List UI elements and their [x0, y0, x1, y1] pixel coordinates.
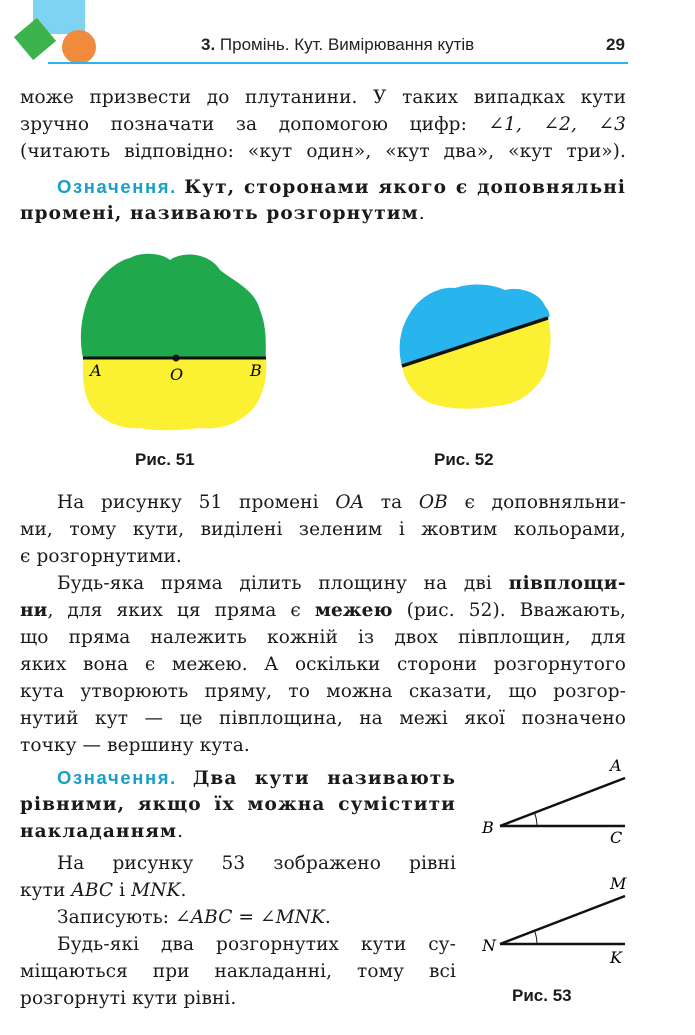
- chapter-number: 3.: [201, 35, 216, 54]
- fig53-label-k: K: [610, 948, 622, 967]
- term-boundary: межею: [314, 600, 393, 621]
- fig51-label-a: A: [90, 361, 102, 380]
- running-header: [201, 35, 474, 55]
- chapter-title: Промінь. Кут. Вимірювання кутів: [219, 35, 475, 54]
- ray-ob: OB: [418, 492, 448, 513]
- para3-line5: кута утворюють пряму, то можна сказати, що розгор-: [20, 681, 626, 702]
- para6-line3: розгорнуті кути рівні.: [20, 988, 237, 1009]
- fig53-angle-abc: [481, 756, 625, 847]
- def1-line1: Означення. Кут, сторонами якого є доповняльні: [57, 176, 626, 198]
- para1-line3: (читають відповідно: «кут один», «кут два», «кут три»).: [20, 141, 626, 162]
- fig51-green-half: [81, 254, 266, 358]
- para4-line1: На рисунку 53 зображено рівні: [57, 853, 456, 874]
- fig53-label-a: A: [610, 756, 622, 775]
- para3-line4: яких вона є межею. А оскільки сторони розгорнутого: [20, 654, 626, 675]
- para1-line2: зручно позначати за допомогою цифр: ∠1, ∠2, ∠3: [20, 114, 627, 135]
- para2-line3: є розгорнутими.: [20, 546, 182, 567]
- para3-line3: що пряма належить кожній із двох півплощин, для: [20, 627, 626, 648]
- logo-orange-circle: [62, 30, 96, 64]
- para3-line2: ни, для яких ця пряма є межею (рис. 52). Вважають,: [20, 600, 627, 621]
- figure-53: [470, 750, 645, 980]
- para6-line2: міщаються при накладанні, тому всі: [20, 961, 456, 982]
- fig51-label-o: O: [170, 365, 184, 384]
- def2-line2: рівними, якщо їх можна сумістити: [20, 794, 456, 815]
- ray-oa: OA: [335, 492, 365, 513]
- para5-line1: Записують: ∠ABC = ∠MNK.: [57, 907, 331, 928]
- fig53-label-n: N: [482, 936, 496, 955]
- fig51-point-O: [173, 355, 180, 362]
- figure-51: [70, 240, 290, 440]
- fig53-label-b: B: [482, 818, 494, 837]
- page-number: 29: [606, 35, 625, 54]
- header-rule: [48, 62, 628, 64]
- def2-line1: Означення. Два кути називають: [57, 767, 456, 789]
- figure-52: [395, 278, 560, 418]
- para2-line2: ми, тому кути, виділені зеленим і жовтим кольорами,: [20, 519, 626, 540]
- para3-line1: Будь-яка пряма ділить площину на дві півплощи-: [57, 573, 627, 594]
- fig51-caption: Рис. 51: [135, 450, 195, 469]
- angle-equality: ∠ABC = ∠MNK: [175, 907, 325, 928]
- fig53-caption: Рис. 53: [512, 986, 572, 1005]
- fig52-caption: Рис. 52: [434, 450, 494, 469]
- angle-1: ∠1,: [488, 114, 522, 135]
- fig53-label-m: M: [610, 874, 627, 893]
- angle-3: ∠3: [598, 114, 627, 135]
- para3-line7: точку — вершину кута.: [20, 735, 250, 756]
- term-halfplane: півплощи-: [508, 573, 627, 594]
- def1-label: Означення.: [57, 176, 177, 197]
- para6-line1: Будь-які два розгорнутих кути су-: [57, 934, 456, 955]
- fig53-angle-mnk: [481, 874, 627, 967]
- para4-line2: кути ABC і MNK.: [20, 880, 187, 901]
- fig51-label-b: B: [250, 361, 262, 380]
- para3-line6: нутий кут — це півплощина, на межі якої позначено: [20, 708, 626, 729]
- para2-line1: На рисунку 51 промені OA та OB є доповняльни-: [57, 492, 627, 513]
- def1-line2: промені, називають розгорнутим.: [20, 203, 425, 224]
- para1-line1: може призвести до плутанини. У таких випадках кути: [20, 87, 626, 108]
- def2-line3: накладанням.: [20, 821, 184, 842]
- def2-label: Означення.: [57, 767, 177, 788]
- angle-2: ∠2,: [543, 114, 577, 135]
- fig53-label-c: C: [610, 828, 623, 847]
